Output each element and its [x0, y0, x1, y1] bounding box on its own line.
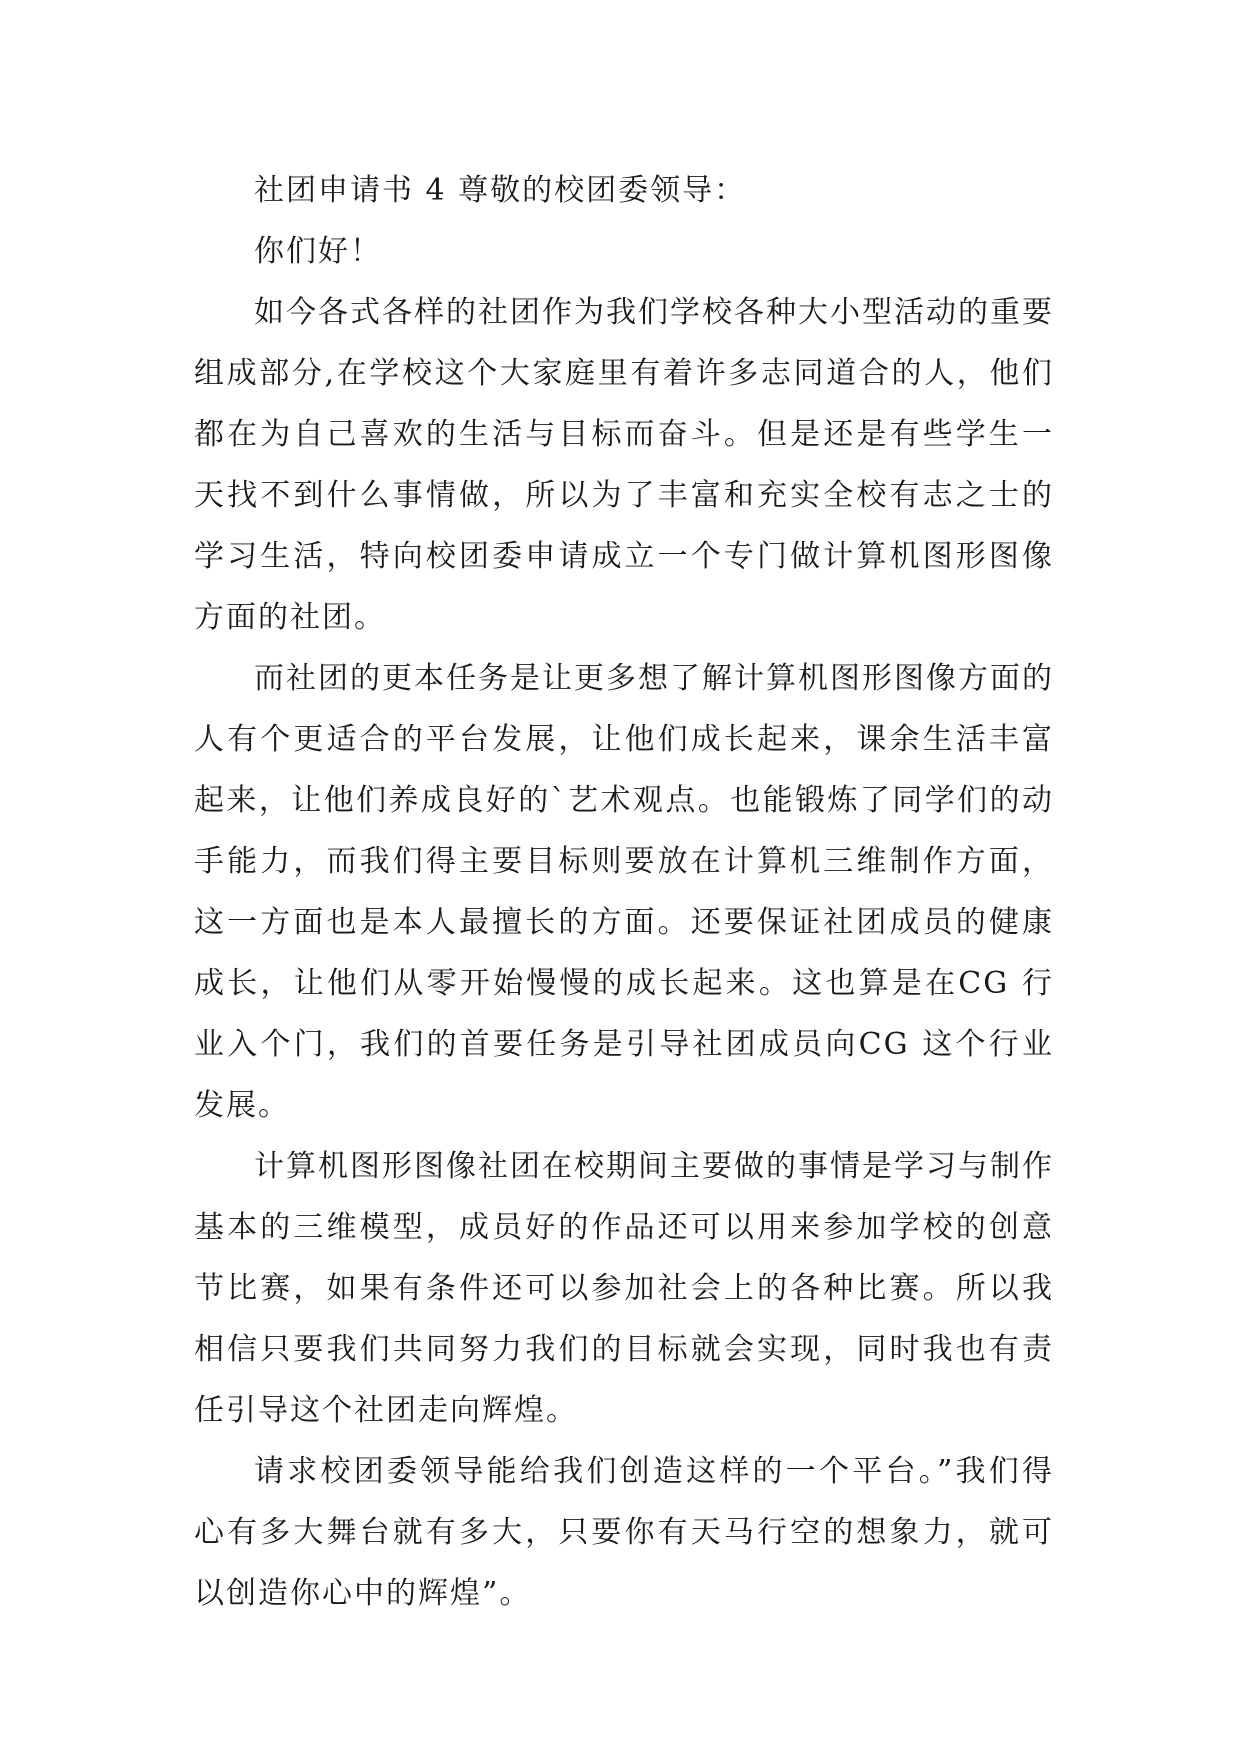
paragraph-request: 请求校团委领导能给我们创造这样的一个平台。”我们得心有多大舞台就有多大，只要你有天马行空的想象力，就可以创造你心中的辉煌”。	[194, 1454, 1054, 1611]
paragraph-mission: 而社团的更本任务是让更多想了解计算机图形图像方面的人有个更适合的平台发展，让他们成长起来，课余生活丰富起来，让他们养成良好的`艺术观点。也能锻炼了同学们的动手能力，而我们得主要目标则要放在计算机三维制作方面，这一方面也是本人最擅长的方面。还要保证社团成员的健康成长，让他们从零开始慢慢的成长起来。这也算是在CG 行业入个门，我们的首要任务是引导社团成员向CG 这个行业发展。	[194, 661, 1054, 1123]
paragraph-salutation: 你们好！	[254, 234, 382, 269]
paragraph-heading-greeting: 社团申请书 4 尊敬的校团委领导：	[254, 173, 747, 208]
paragraph-activities: 计算机图形图像社团在校期间主要做的事情是学习与制作基本的三维模型，成员好的作品还可以用来参加学校的创意节比赛，如果有条件还可以参加社会上的各种比赛。所以我相信只要我们共同努力我们的目标就会实现，同时我也有责任引导这个社团走向辉煌。	[194, 1149, 1054, 1428]
document-body	[194, 160, 1054, 1624]
paragraph-introduction: 如今各式各样的社团作为我们学校各种大小型活动的重要组成部分,在学校这个大家庭里有着许多志同道合的人，他们都在为自己喜欢的生活与目标而奋斗。但是还是有些学生一天找不到什么事情做，所以为了丰富和充实全校有志之士的学习生活，特向校团委申请成立一个专门做计算机图形图像方面的社团。	[194, 295, 1054, 635]
